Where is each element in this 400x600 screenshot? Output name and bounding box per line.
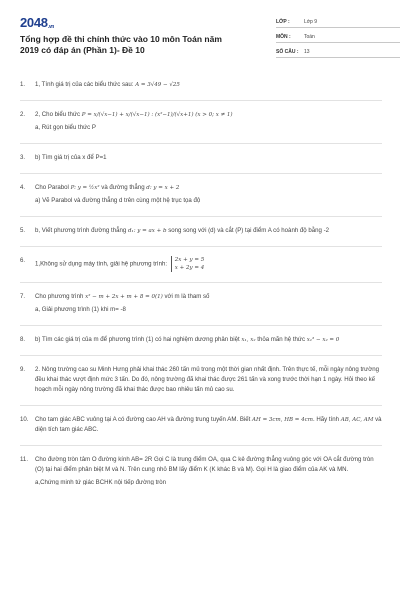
question-text: b) Tìm giá trị của x để P=1 [35, 154, 107, 161]
question-text [35, 110, 382, 120]
question-text-part: b) Tìm các giá trị của m để phương trình (1) có hai nghiệm dương phân biệt [35, 336, 240, 343]
question-text-part: b, Viết phương trình đường thẳng [35, 227, 127, 234]
question-8 [20, 326, 382, 356]
meta-class-label: LỚP : [276, 19, 290, 25]
question-3 [20, 144, 382, 174]
question-text-part: và diện tích tam giác ABC. [35, 416, 382, 433]
question-text-part: thỏa mãn hệ thức [257, 336, 306, 343]
header [20, 0, 382, 58]
math-expression: P = x/(√x−1) + x/(√x−1) : (x²−1)/(√x+1) (x > 0; x ≠ 1) [81, 112, 233, 118]
question-text-part: Cho phương trình [35, 293, 84, 300]
math-expression: d: y = x + 2 [146, 185, 180, 191]
question-4 [20, 174, 382, 217]
question-subpart: a, Giải phương trình (1) khi m= -8 [35, 306, 126, 313]
question-list [20, 71, 382, 495]
math-expression: x² − m + 2x + m + 8 = 0(1) [85, 294, 163, 300]
question-subpart: a, Rút gọn biểu thức P [35, 124, 96, 131]
question-number: 2. [20, 111, 26, 118]
question-text-part: Cho tam giác ABC vuông tại A có đường cao AH và đường trung tuyến AM. Biết [35, 416, 251, 423]
meta-subject [276, 28, 400, 43]
question-text-part: . Hãy tính [312, 416, 340, 423]
question-text-part: song song với (d) và cắt (P) tại điểm A có hoành độ bằng -2 [168, 227, 330, 234]
question-text [35, 256, 382, 272]
question-text-part: Cho Parabol [35, 184, 69, 191]
logo-suffix: .vn [47, 24, 55, 30]
math-expression: AH = 3cm, HB = 4cm [252, 417, 313, 423]
math-expression: x₁, x₂ [241, 337, 256, 343]
meta-class [276, 13, 400, 28]
question-text-part: 2, Cho biểu thức [35, 111, 81, 118]
meta-subject-label: MÔN : [276, 34, 291, 40]
page-title: Tổng hợp đề thi chính thức vào 10 môn Toán năm 2019 có đáp án (Phần 1)- Đề 10 [20, 34, 222, 55]
math-expression: P: y = ½x² [70, 185, 100, 191]
question-text [35, 226, 382, 236]
question-11 [20, 446, 382, 495]
meta-count-value: 13 [304, 49, 310, 55]
question-subpart: a,Chứng minh tứ giác BCHK nội tiếp đường tròn [35, 479, 167, 485]
question-9 [20, 356, 382, 406]
question-text [35, 335, 382, 345]
meta-info [276, 13, 400, 58]
question-text [35, 292, 382, 302]
question-6 [20, 247, 382, 283]
question-number: 4. [20, 184, 26, 191]
math-expression: x₁³ − x₂ = 0 [306, 337, 340, 343]
question-5 [20, 217, 382, 247]
meta-subject-value: Toán [304, 34, 315, 40]
question-number: 5. [20, 227, 26, 234]
question-text [35, 415, 382, 435]
question-text-part: với m là tham số [164, 293, 210, 300]
question-number: 3. [20, 154, 26, 161]
question-10 [20, 406, 382, 446]
question-7 [20, 283, 382, 326]
equation-line: 2x + y = 5 [174, 257, 205, 263]
math-expression: AB, AC, AM [340, 417, 374, 423]
question-number: 10. [20, 416, 29, 423]
meta-count-label: SỐ CÂU : [276, 49, 299, 55]
question-2 [20, 101, 382, 144]
question-number: 7. [20, 293, 26, 300]
math-expression: A = 3√49 − √25 [135, 82, 180, 88]
question-text-part: 1,Không sử dụng máy tính, giải hệ phương trình: [35, 260, 168, 268]
question-text: 2. Nông trường cao su Minh Hưng phải khai thác 260 tấn mủ trong một thời gian nhất định. Trên thực tế, mỗi ngày nông trường đều khai thác vượt định mức 3 tấn. Do đó, nông trường đã khai thác được 261 tấn và xong trước thời hạn 1 ngày. Hỏi theo kế hoạch mỗi ngày nông trường đã khai thác được bao nhiêu tấn mủ cao su. [35, 366, 380, 393]
question-number: 11. [20, 456, 29, 463]
question-number: 9. [20, 366, 26, 373]
question-text [35, 183, 382, 193]
question-number: 8. [20, 336, 26, 343]
question-subpart: a) Vẽ Parabol và đường thẳng d trên cùng một hệ trục tọa độ [35, 197, 201, 204]
question-number: 1. [20, 81, 26, 88]
question-text [35, 80, 382, 90]
question-number: 6. [20, 257, 26, 264]
equation-line: x + 2y = 4 [174, 265, 205, 271]
question-text-part: và đường thẳng [101, 184, 145, 191]
question-1 [20, 71, 382, 101]
logo-text: 2048 [20, 15, 48, 30]
meta-count [276, 43, 400, 58]
meta-class-value: Lớp 9 [304, 19, 318, 25]
math-expression: d₁: y = ax + b [127, 228, 167, 234]
equation-system [171, 256, 204, 272]
question-text: Cho đường tròn tâm O đường kính AB= 2R Gọi C là trung điểm OA, qua C kẻ đường thẳng vuông góc với OA cắt đường tròn (O) tại hai điểm phân biệt M và N. Trên cung nhỏ BM lấy điểm K (K khác B và M). Gọi H là giao điểm của AK và MN. [35, 456, 374, 473]
question-text-part: 1, Tính giá trị của các biểu thức sau: [35, 81, 134, 88]
